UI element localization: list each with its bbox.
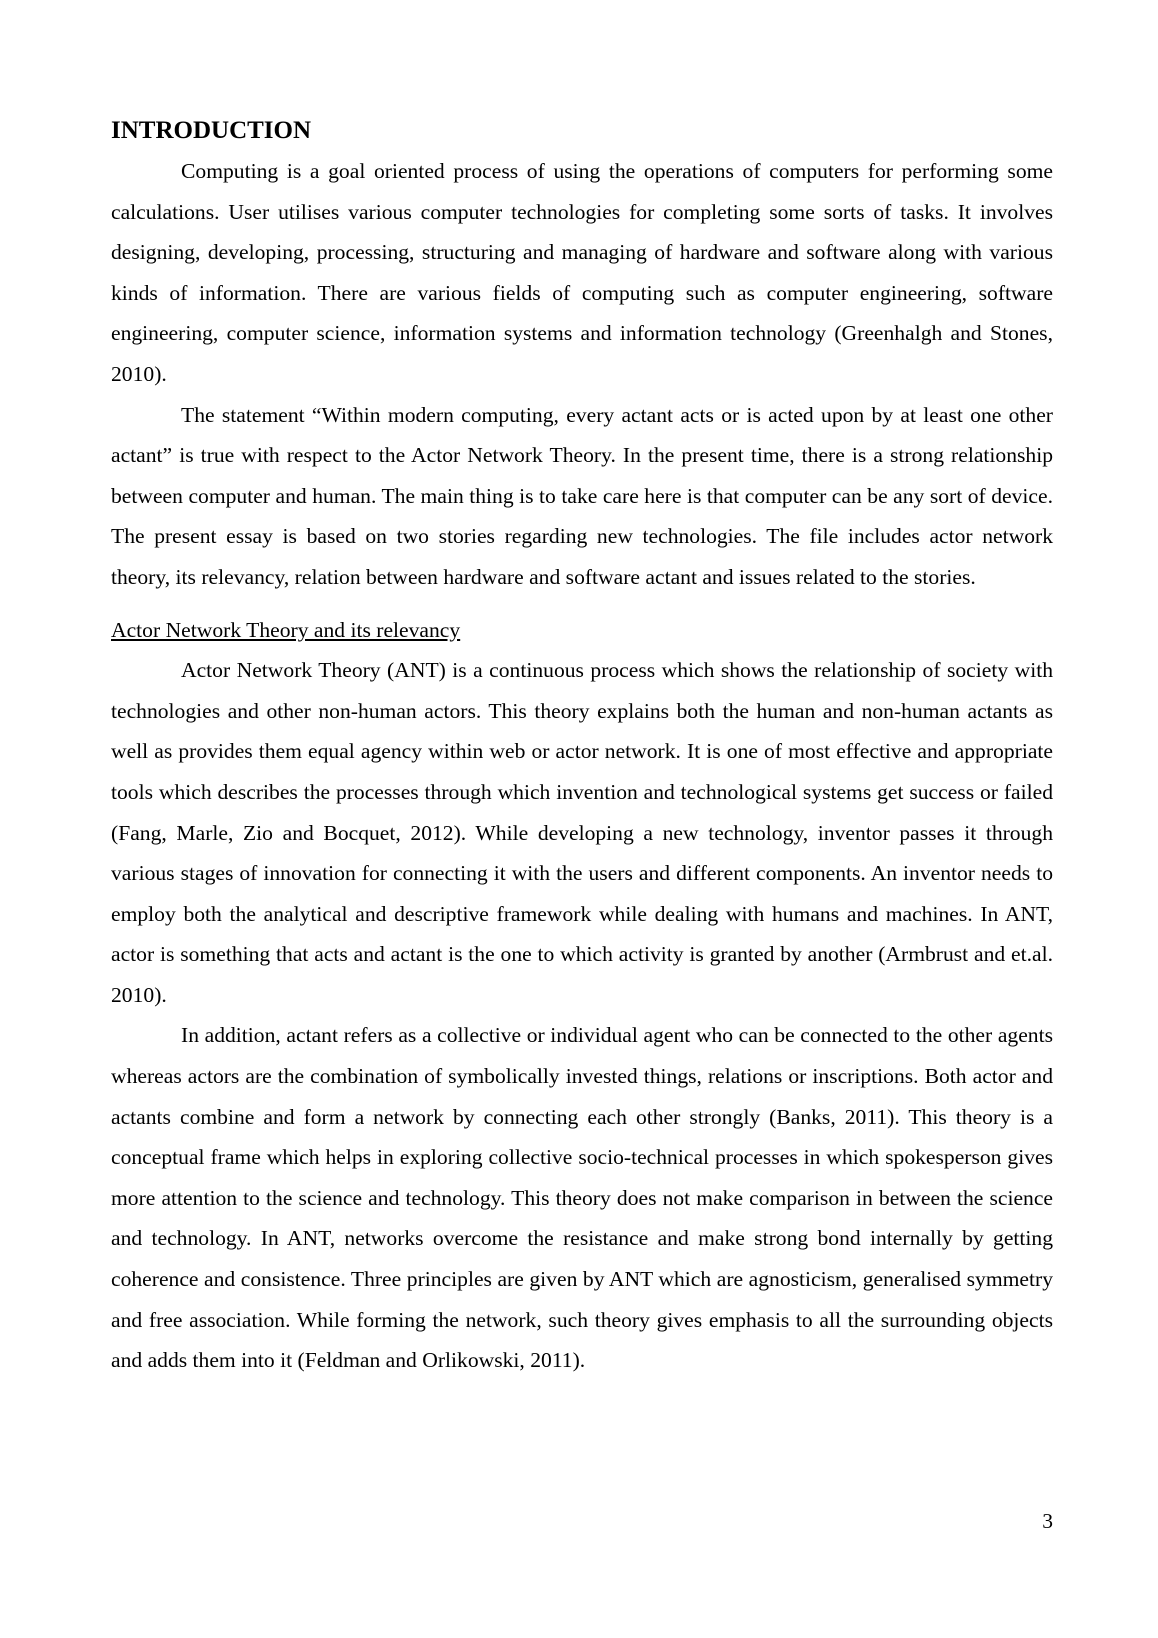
page-number: 3 bbox=[1042, 1509, 1053, 1533]
ant-paragraph-2: In addition, actant refers as a collective or individual agent who can be connected to the other agents whereas actors are the combination of symbolically invested things, relations or inscriptions. Both actor and actants combine and form a network by connecting each other strongly (Banks, 2011). This theory is a conceptual frame which helps in exploring collective socio-technical processes in which spokesperson gives more attention to the science and technology. This theory does not make comparison in between the science and technology. In ANT, networks overcome the resistance and make strong bond internally by getting coherence and consistence. Three principles are given by ANT which are agnosticism, generalised symmetry and free association. While forming the network, such theory gives emphasis to all the surrounding objects and adds them into it (Feldman and Orlikowski, 2011). bbox=[111, 1023, 1053, 1373]
intro-paragraph-1: Computing is a goal oriented process of using the operations of computers for performing some calculations. User utilises various computer technologies for completing some sorts of tasks. It involves designing, developing, processing, structuring and managing of hardware and software along with various kinds of information. There are various fields of computing such as computer engineering, software engineering, computer science, information systems and information technology (Greenhalgh and Stones, 2010). bbox=[111, 159, 1053, 386]
document-page bbox=[111, 116, 1053, 1381]
subsection-heading: Actor Network Theory and its relevancy bbox=[111, 617, 461, 642]
ant-paragraph-1: Actor Network Theory (ANT) is a continuous process which shows the relationship of society with technologies and other non-human actors. This theory explains both the human and non-human actants as well as provides them equal agency within web or actor network. It is one of most effective and appropriate tools which describes the processes through which invention and technological systems get success or failed (Fang, Marle, Zio and Bocquet, 2012). While developing a new technology, inventor passes it through various stages of innovation for connecting it with the users and different components. An inventor needs to employ both the analytical and descriptive framework while dealing with humans and machines. In ANT, actor is something that acts and actant is the one to which activity is granted by another (Armbrust and et.al. 2010). bbox=[111, 658, 1053, 1007]
section-heading: INTRODUCTION bbox=[111, 117, 312, 144]
intro-paragraph-2: The statement “Within modern computing, every actant acts or is acted upon by at least one other actant” is true with respect to the Actor Network Theory. In the present time, there is a strong relationship between computer and human. The main thing is to take care here is that computer can be any sort of device. The present essay is based on two stories regarding new technologies. The file includes actor network theory, its relevancy, relation between hardware and software actant and issues related to the stories. bbox=[111, 402, 1053, 589]
